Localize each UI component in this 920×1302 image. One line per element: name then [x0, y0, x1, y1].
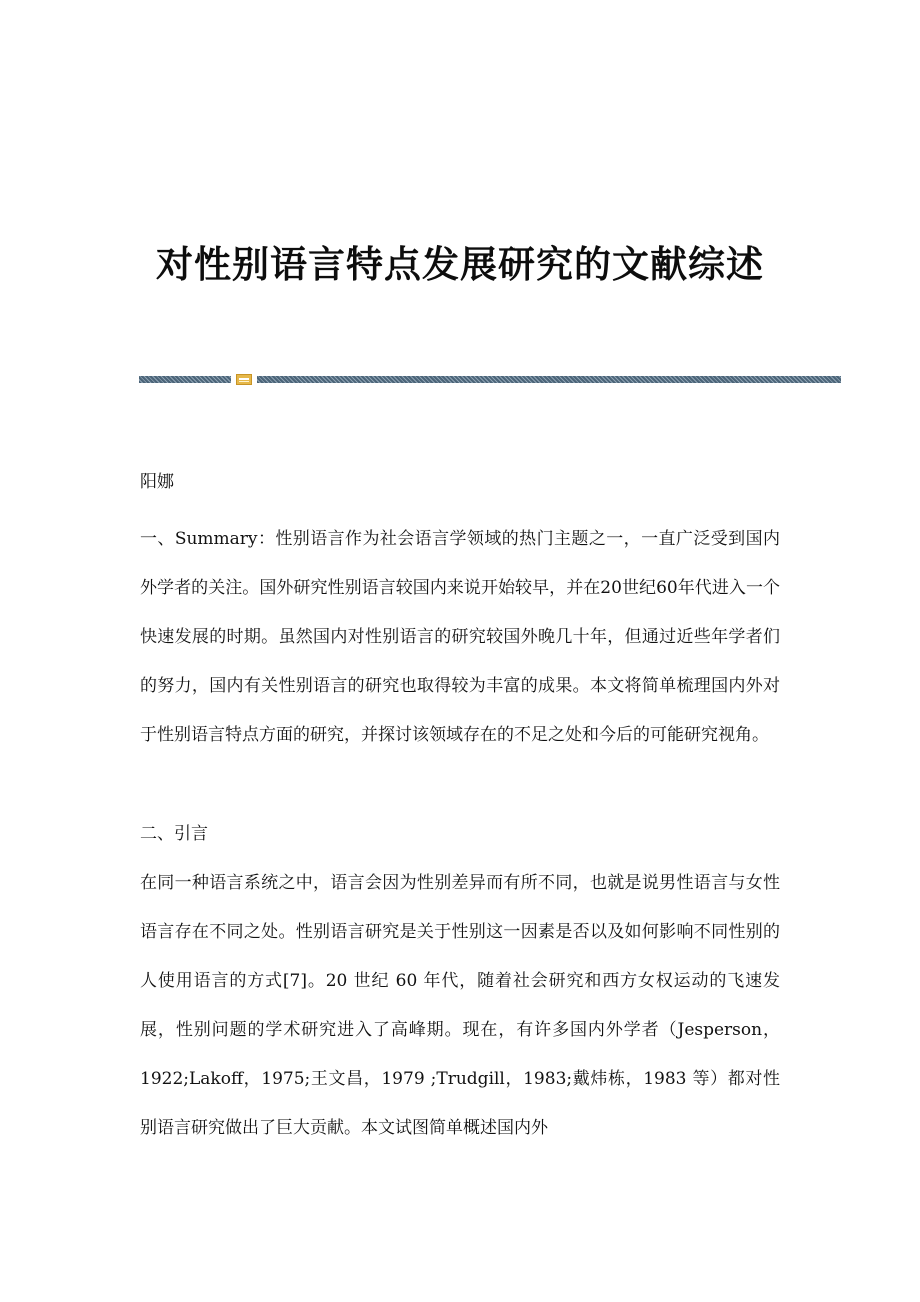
- divider-emblem-icon: [236, 374, 252, 385]
- section-heading-introduction: 二、引言: [140, 824, 208, 844]
- author-name: 阳娜: [140, 472, 174, 492]
- divider-bar-left: [139, 376, 231, 383]
- introduction-paragraph: 在同一种语言系统之中，语言会因为性别差异而有所不同，也就是说男性语言与女性语言存在不同之处。性别语言研究是关于性别这一因素是否以及如何影响不同性别的人使用语言的方式[7]。20 世纪 60 年代，随着社会研究和西方女权运动的飞速发展，性别问题的学术研究进入了高峰期。现在，有许多国内外学者（Jesperson，1922;Lakoff，1975;王文昌，1979 ;Trudgill，1983;戴炜栋，1983 等）都对性别语言研究做出了巨大贡献。本文试图简单概述国内外: [140, 873, 780, 1138]
- title-divider: [139, 374, 841, 385]
- divider-bar-right: [257, 376, 841, 383]
- document-title: 对性别语言特点发展研究的文献综述: [156, 241, 764, 286]
- summary-paragraph: 一、Summary：性别语言作为社会语言学领域的热门主题之一，一直广泛受到国内外学者的关注。国外研究性别语言较国内来说开始较早，并在20世纪60年代进入一个快速发展的时期。虽然国内对性别语言的研究较国外晚几十年，但通过近些年学者们的努力，国内有关性别语言的研究也取得较为丰富的成果。本文将简单梳理国内外对于性别语言特点方面的研究，并探讨该领域存在的不足之处和今后的可能研究视角。: [140, 529, 780, 745]
